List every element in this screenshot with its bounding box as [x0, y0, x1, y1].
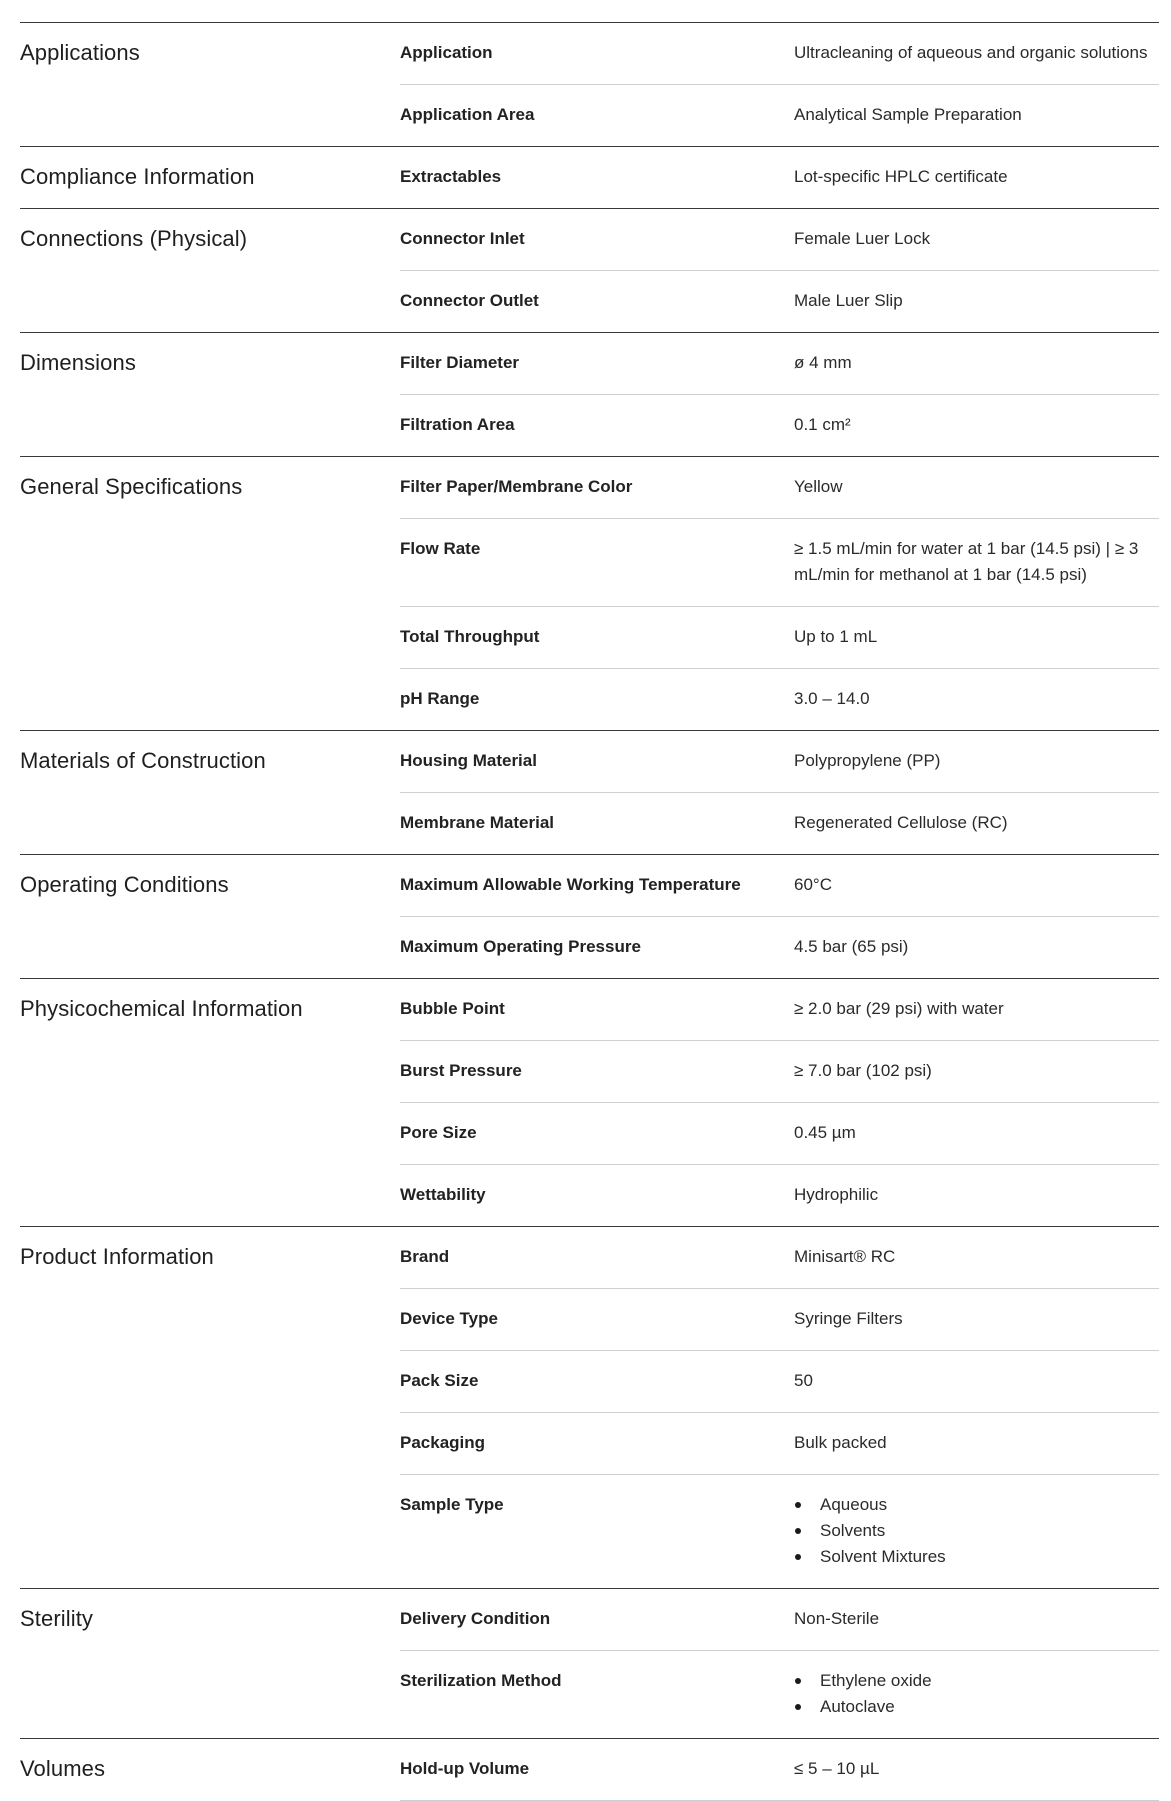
spec-value: 4.5 bar (65 psi): [794, 937, 909, 956]
bullet-list-item: Autoclave: [820, 1694, 1149, 1720]
spec-value: ø 4 mm: [794, 353, 852, 372]
group-rows: [400, 23, 1159, 146]
spec-row: [400, 1351, 1159, 1413]
spec-value: Regenerated Cellulose (RC): [794, 813, 1008, 832]
spec-label: Housing Material: [400, 751, 537, 770]
spec-row: [400, 1589, 1159, 1651]
group-rows: [400, 1227, 1159, 1588]
spec-value: [794, 1668, 1159, 1720]
spec-value: 50: [794, 1371, 813, 1390]
spec-group-connections: [20, 208, 1159, 332]
spec-value: Male Luer Slip: [794, 291, 903, 310]
spec-row: [400, 1165, 1159, 1226]
group-title: Sterility: [20, 1606, 94, 1631]
spec-label: Sterilization Method: [400, 1671, 562, 1690]
spec-value: 0.45 µm: [794, 1123, 856, 1142]
spec-row: [400, 519, 1159, 607]
spec-value: [794, 1492, 1159, 1570]
bullet-list-item: Solvents: [820, 1518, 1149, 1544]
bullet-list: [794, 1492, 1149, 1570]
spec-label: Membrane Material: [400, 813, 554, 832]
spec-row: [400, 85, 1159, 146]
spec-group-physicochemical-information: [20, 978, 1159, 1226]
spec-label: Pack Size: [400, 1371, 479, 1390]
spec-label: Packaging: [400, 1433, 486, 1452]
spec-label: Wettability: [400, 1185, 486, 1204]
spec-row: [400, 669, 1159, 730]
group-title: General Specifications: [20, 474, 243, 499]
spec-label: pH Range: [400, 689, 480, 708]
spec-value: Polypropylene (PP): [794, 751, 941, 770]
spec-row: [400, 395, 1159, 456]
spec-value: Yellow: [794, 477, 843, 496]
spec-row: [400, 457, 1159, 519]
spec-label: Delivery Condition: [400, 1609, 551, 1628]
group-title: Physicochemical Information: [20, 996, 303, 1021]
group-title: Product Information: [20, 1244, 214, 1269]
group-title: Connections (Physical): [20, 226, 248, 251]
spec-value: Bulk packed: [794, 1433, 887, 1452]
spec-group-applications: [20, 22, 1159, 146]
group-title: Dimensions: [20, 350, 136, 375]
group-rows: [400, 457, 1159, 730]
group-title: Materials of Construction: [20, 748, 266, 773]
spec-label: Device Type: [400, 1309, 498, 1328]
spec-row: [400, 271, 1159, 332]
group-rows: [400, 979, 1159, 1226]
spec-row: [400, 1041, 1159, 1103]
spec-label: Burst Pressure: [400, 1061, 522, 1080]
spec-group-general-specifications: [20, 456, 1159, 730]
spec-row: [400, 1739, 1159, 1801]
spec-value: ≤ 5 – 10 µL: [794, 1759, 880, 1778]
spec-row: [400, 1227, 1159, 1289]
bullet-list-item: Solvent Mixtures: [820, 1544, 1149, 1570]
group-rows: [400, 1589, 1159, 1738]
spec-value: Hydrophilic: [794, 1185, 879, 1204]
spec-value: Non-Sterile: [794, 1609, 880, 1628]
spec-group-materials-of-construction: [20, 730, 1159, 854]
spec-value: Up to 1 mL: [794, 627, 878, 646]
group-rows: [400, 855, 1159, 978]
spec-label: Filtration Area: [400, 415, 515, 434]
spec-label: Application: [400, 43, 493, 62]
group-title: Compliance Information: [20, 164, 255, 189]
group-title: Operating Conditions: [20, 872, 229, 897]
spec-label: Maximum Operating Pressure: [400, 937, 641, 956]
spec-row: [400, 793, 1159, 854]
spec-label: Total Throughput: [400, 627, 540, 646]
spec-value: Minisart® RC: [794, 1247, 896, 1266]
spec-row: [400, 731, 1159, 793]
spec-group-sterility: [20, 1588, 1159, 1738]
spec-value: Syringe Filters: [794, 1309, 903, 1328]
group-rows: [400, 731, 1159, 854]
spec-value: Analytical Sample Preparation: [794, 105, 1022, 124]
spec-value: 0.1 cm²: [794, 415, 851, 434]
spec-value: Lot-specific HPLC certificate: [794, 167, 1008, 186]
spec-row: [400, 209, 1159, 271]
spec-row: [400, 855, 1159, 917]
specifications-table: [20, 22, 1159, 1801]
spec-label: Flow Rate: [400, 539, 481, 558]
spec-row: [400, 1475, 1159, 1588]
spec-label: Hold-up Volume: [400, 1759, 530, 1778]
spec-value: ≥ 7.0 bar (102 psi): [794, 1061, 932, 1080]
spec-row: [400, 917, 1159, 978]
spec-value: 3.0 – 14.0: [794, 689, 870, 708]
spec-row: [400, 1413, 1159, 1475]
spec-row: [400, 23, 1159, 85]
group-rows: [400, 1739, 1159, 1801]
spec-row: [400, 607, 1159, 669]
spec-label: Connector Outlet: [400, 291, 539, 310]
spec-row: [400, 1651, 1159, 1738]
spec-row: [400, 147, 1159, 208]
spec-value: ≥ 1.5 mL/min for water at 1 bar (14.5 psi) | ≥ 3 mL/min for methanol at 1 bar (14.5 psi): [794, 539, 1139, 584]
group-rows: [400, 209, 1159, 332]
group-rows: [400, 147, 1159, 208]
spec-group-dimensions: [20, 332, 1159, 456]
spec-group-compliance-information: [20, 146, 1159, 208]
bullet-list-item: Ethylene oxide: [820, 1668, 1149, 1694]
spec-group-volumes: [20, 1738, 1159, 1801]
spec-row: [400, 1103, 1159, 1165]
spec-label: Extractables: [400, 167, 502, 186]
spec-label: Brand: [400, 1247, 450, 1266]
bullet-list-item: Aqueous: [820, 1492, 1149, 1518]
spec-row: [400, 1289, 1159, 1351]
bullet-list: [794, 1668, 1149, 1720]
spec-label: Connector Inlet: [400, 229, 525, 248]
group-title: Volumes: [20, 1756, 106, 1781]
spec-label: Filter Paper/Membrane Color: [400, 477, 633, 496]
spec-label: Pore Size: [400, 1123, 477, 1142]
spec-row: [400, 333, 1159, 395]
spec-label: Sample Type: [400, 1495, 504, 1514]
spec-label: Bubble Point: [400, 999, 505, 1018]
spec-label: Maximum Allowable Working Temperature: [400, 875, 741, 894]
spec-value: 60°C: [794, 875, 832, 894]
group-title: Applications: [20, 40, 140, 65]
spec-row: [400, 979, 1159, 1041]
spec-group-operating-conditions: [20, 854, 1159, 978]
spec-group-product-information: [20, 1226, 1159, 1588]
spec-value: ≥ 2.0 bar (29 psi) with water: [794, 999, 1004, 1018]
spec-value: Ultracleaning of aqueous and organic solutions: [794, 43, 1148, 62]
spec-label: Application Area: [400, 105, 535, 124]
group-rows: [400, 333, 1159, 456]
spec-value: Female Luer Lock: [794, 229, 931, 248]
spec-label: Filter Diameter: [400, 353, 520, 372]
